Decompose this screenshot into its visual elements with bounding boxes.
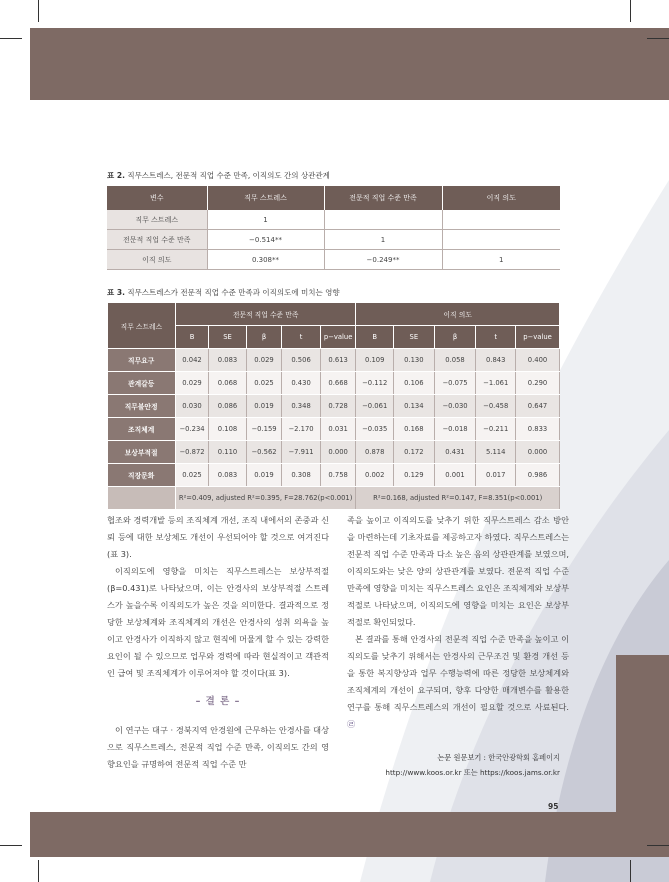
correlation-table bbox=[107, 186, 560, 270]
body-paragraph: 이직의도에 영향을 미치는 직무스트레스는 보상부적절(β=0.431)로 나타났으며, 이는 안경사의 보상부적절 스트레스가 높을수록 이직의도가 높은 것을 의미한다. 결과적으로 정당한 보상체계와 조직체계의 개선은 안경사의 성취 의욕을 높이고 안경사가 이직하지 않고 현직에 머물게 할 수 있는 강력한 요인이 될 수 있으므로 업무와 경력에 따라 현실적이고 객관적인 급여 및 조직체계가 이루어져야 할 것이다(표 3). bbox=[107, 566, 329, 678]
table3-stat-right: R²=0.168, adjusted R²=0.147, F=8.351(p<0.001) bbox=[356, 487, 560, 510]
source-urls[interactable]: http://www.koos.or.kr 또는 https://koos.jams.or.kr bbox=[385, 768, 560, 777]
table2-row bbox=[107, 250, 560, 270]
table3-row bbox=[108, 464, 560, 487]
crop-mark bbox=[647, 38, 669, 39]
table3-cell: 0.758 bbox=[320, 464, 356, 487]
table3-cell: −0.234 bbox=[175, 418, 208, 441]
table3-cell: 0.001 bbox=[434, 464, 476, 487]
table3-cell: 0.086 bbox=[209, 395, 247, 418]
table2-row bbox=[107, 230, 560, 250]
table3-cell: 0.042 bbox=[175, 349, 208, 372]
table3-cell: 0.647 bbox=[516, 395, 560, 418]
table3-cell: 0.430 bbox=[282, 372, 321, 395]
right-color-band bbox=[616, 655, 669, 812]
table2-header-cell: 전문적 직업 수준 만족 bbox=[324, 186, 442, 210]
table3-row-label: 조직체계 bbox=[108, 418, 176, 441]
table3-row-label: 직장문화 bbox=[108, 464, 176, 487]
regression-table bbox=[107, 302, 560, 510]
table2-header-cell: 이직 의도 bbox=[442, 186, 560, 210]
table2-row-label: 이직 의도 bbox=[107, 250, 207, 270]
table3-cell: 0.110 bbox=[209, 441, 247, 464]
crop-mark bbox=[630, 860, 631, 882]
source-text: 한국안광학회 홈페이지 bbox=[485, 753, 560, 762]
table3-cell: −0.458 bbox=[476, 395, 516, 418]
table3-cell: −0.112 bbox=[356, 372, 394, 395]
end-mark-icon: ㉣ bbox=[347, 719, 356, 729]
table3-sub-header: SE bbox=[393, 326, 434, 349]
table3-cell: 0.058 bbox=[434, 349, 476, 372]
table3-cell: 0.668 bbox=[320, 372, 356, 395]
table3-sub-header: SE bbox=[209, 326, 247, 349]
bottom-color-band bbox=[30, 812, 669, 857]
table3-cell: 0.290 bbox=[516, 372, 560, 395]
table3-caption bbox=[107, 287, 340, 298]
table2-cell: −0.514** bbox=[207, 230, 324, 250]
table2-cell: 1 bbox=[324, 230, 442, 250]
table2-cell bbox=[442, 230, 560, 250]
table3-cell: 0.613 bbox=[320, 349, 356, 372]
crop-mark bbox=[0, 845, 22, 846]
table3-stat-row bbox=[108, 487, 560, 510]
table3-row bbox=[108, 395, 560, 418]
table3-row bbox=[108, 441, 560, 464]
table3-row bbox=[108, 349, 560, 372]
page-number: 95 bbox=[548, 802, 559, 811]
table2-caption-label: 표 2. bbox=[107, 171, 125, 180]
table3-cell: 0.025 bbox=[246, 372, 281, 395]
table3-cell: 0.134 bbox=[393, 395, 434, 418]
table3-sub-header: p−value bbox=[516, 326, 560, 349]
table3-cell: 0.017 bbox=[476, 464, 516, 487]
body-paragraph: 족을 높이고 이직의도를 낮추기 위한 직무스트레스 감소 방안을 마련하는데 기초자료를 제공하고자 하였다. 직무스트레스는 전문적 직업 수준 만족과 다소 높은 음의 상관관계를 보였으며, 이직의도와는 낮은 양의 상관관계를 보였다. 전문적 직업 수준 만족에 영향을 미치는 직무스트레스 요인은 조직체계와 보상부적절로 나타났으며, 이직의도에 영향을 미치는 요인은 보상부적절로 확인되었다. bbox=[347, 515, 569, 627]
table3-sub-header: t bbox=[476, 326, 516, 349]
table3-cell: 0.129 bbox=[393, 464, 434, 487]
table3-cell: 0.030 bbox=[175, 395, 208, 418]
table3-cell: 0.109 bbox=[356, 349, 394, 372]
table3-sub-header-row bbox=[108, 326, 560, 349]
table3-body bbox=[108, 349, 560, 487]
table3-cell: −0.211 bbox=[476, 418, 516, 441]
table3-cell: 0.506 bbox=[282, 349, 321, 372]
crop-mark bbox=[0, 38, 22, 39]
table3-cell: 0.833 bbox=[516, 418, 560, 441]
table3-cell: −0.872 bbox=[175, 441, 208, 464]
table3-cell: 0.108 bbox=[209, 418, 247, 441]
table3-cell: 0.029 bbox=[175, 372, 208, 395]
source-note bbox=[347, 750, 560, 780]
crop-mark bbox=[38, 0, 39, 22]
table3-cell: 0.168 bbox=[393, 418, 434, 441]
table3-cell: 0.068 bbox=[209, 372, 247, 395]
crop-mark bbox=[630, 0, 631, 22]
table3-sub-header: p−value bbox=[320, 326, 356, 349]
table3-cell: 0.986 bbox=[516, 464, 560, 487]
table3-cell: −0.061 bbox=[356, 395, 394, 418]
table3-cell: −0.159 bbox=[246, 418, 281, 441]
table3-row-label: 직무요구 bbox=[108, 349, 176, 372]
table3-sub-header: B bbox=[175, 326, 208, 349]
table3-stat-left: R²=0.409, adjusted R²=0.395, F=28.762(p<0.001) bbox=[175, 487, 356, 510]
table3-cell: 0.843 bbox=[476, 349, 516, 372]
table3-cell: 0.019 bbox=[246, 464, 281, 487]
source-label: 논문 원문보기 : bbox=[437, 753, 486, 762]
table2-cell bbox=[442, 210, 560, 230]
table3-row-header: 직무 스트레스 bbox=[108, 303, 176, 349]
table2-row bbox=[107, 210, 560, 230]
table2-caption-text: 직무스트레스, 전문적 직업 수준 만족, 이직의도 간의 상관관계 bbox=[124, 171, 330, 180]
table3-cell: 0.019 bbox=[246, 395, 281, 418]
table3-row-label: 관계갈등 bbox=[108, 372, 176, 395]
table3-cell: −2.170 bbox=[282, 418, 321, 441]
table3-cell: 0.083 bbox=[209, 464, 247, 487]
table2-header-cell: 변수 bbox=[107, 186, 207, 210]
table3-cell: −0.030 bbox=[434, 395, 476, 418]
table3-cell: 5.114 bbox=[476, 441, 516, 464]
table3-row-label: 보상부적절 bbox=[108, 441, 176, 464]
table2-caption bbox=[107, 170, 330, 181]
table3-cell: 0.000 bbox=[516, 441, 560, 464]
table3-stat-label bbox=[108, 487, 176, 510]
table2-header-cell: 직무 스트레스 bbox=[207, 186, 324, 210]
table3-cell: 0.083 bbox=[209, 349, 247, 372]
table3-cell: 0.106 bbox=[393, 372, 434, 395]
table3-cell: −1.061 bbox=[476, 372, 516, 395]
table3-sub-header: t bbox=[282, 326, 321, 349]
table3-cell: 0.348 bbox=[282, 395, 321, 418]
table3-cell: 0.025 bbox=[175, 464, 208, 487]
table3-cell: 0.000 bbox=[320, 441, 356, 464]
table3-row bbox=[108, 418, 560, 441]
table3-cell: 0.029 bbox=[246, 349, 281, 372]
conclusion-heading: – 결 론 – bbox=[195, 696, 241, 707]
table3-group-header-row bbox=[108, 303, 560, 326]
table2-cell: 0.308** bbox=[207, 250, 324, 270]
crop-mark bbox=[38, 860, 39, 882]
crop-mark bbox=[647, 845, 669, 846]
table2-cell: 1 bbox=[207, 210, 324, 230]
table3-cell: 0.002 bbox=[356, 464, 394, 487]
table3-cell: 0.172 bbox=[393, 441, 434, 464]
table2-cell: 1 bbox=[442, 250, 560, 270]
body-column-right bbox=[347, 512, 569, 733]
table2-row-label: 직무 스트레스 bbox=[107, 210, 207, 230]
body-column-left bbox=[107, 512, 329, 773]
table3-row bbox=[108, 372, 560, 395]
table3-caption-label: 표 3. bbox=[107, 288, 125, 297]
table3-sub-header: β bbox=[434, 326, 476, 349]
table3-cell: 0.130 bbox=[393, 349, 434, 372]
table3-cell: −0.018 bbox=[434, 418, 476, 441]
table3-sub-header: β bbox=[246, 326, 281, 349]
table3-cell: 0.031 bbox=[320, 418, 356, 441]
table3-sub-header: B bbox=[356, 326, 394, 349]
body-paragraph-text: 본 결과를 통해 안경사의 전문적 직업 수준 만족을 높이고 이직의도를 낮추기 위해서는 안경사의 근무조건 및 환경 개선 등을 통한 복지향상과 업무 수행능력에 따른 정당한 보상체계와 조직체계의 개선이 요구되며, 향후 다양한 매개변수를 활용한 연구를 통해 직무스트레스의 개선이 필요할 것으로 사료된다. bbox=[347, 634, 569, 712]
table3-cell: 0.400 bbox=[516, 349, 560, 372]
table3-cell: 0.431 bbox=[434, 441, 476, 464]
body-paragraph: 이 연구는 대구 · 경북지역 안경원에 근무하는 안경사를 대상으로 직무스트레스, 전문적 직업 수준 만족, 이직의도 간의 영향요인을 규명하여 전문적 직업 수준 만 bbox=[107, 725, 329, 769]
table3-cell: −7.911 bbox=[282, 441, 321, 464]
table2-cell bbox=[324, 210, 442, 230]
body-paragraph bbox=[347, 631, 569, 733]
table3-group-header: 전문적 직업 수준 만족 bbox=[175, 303, 356, 326]
table3-cell: −0.075 bbox=[434, 372, 476, 395]
table3-group-header: 이직 의도 bbox=[356, 303, 560, 326]
table3-cell: 0.728 bbox=[320, 395, 356, 418]
top-color-band bbox=[30, 28, 669, 100]
table3-cell: −0.562 bbox=[246, 441, 281, 464]
table3-cell: −0.035 bbox=[356, 418, 394, 441]
table3-cell: 0.308 bbox=[282, 464, 321, 487]
body-paragraph: 협조와 경력개발 등의 조직체계 개선, 조직 내에서의 존중과 신뢰 등에 대한 보상체도 개선이 우선되어야 할 것으로 여겨진다(표 3). bbox=[107, 515, 329, 559]
table2-header-row bbox=[107, 186, 560, 210]
table3-caption-text: 직무스트레스가 전문적 직업 수준 만족과 이직의도에 미치는 영향 bbox=[124, 288, 340, 297]
table3-row-label: 직무불안정 bbox=[108, 395, 176, 418]
table2-cell: −0.249** bbox=[324, 250, 442, 270]
table3-cell: 0.878 bbox=[356, 441, 394, 464]
table2-row-label: 전문적 직업 수준 만족 bbox=[107, 230, 207, 250]
